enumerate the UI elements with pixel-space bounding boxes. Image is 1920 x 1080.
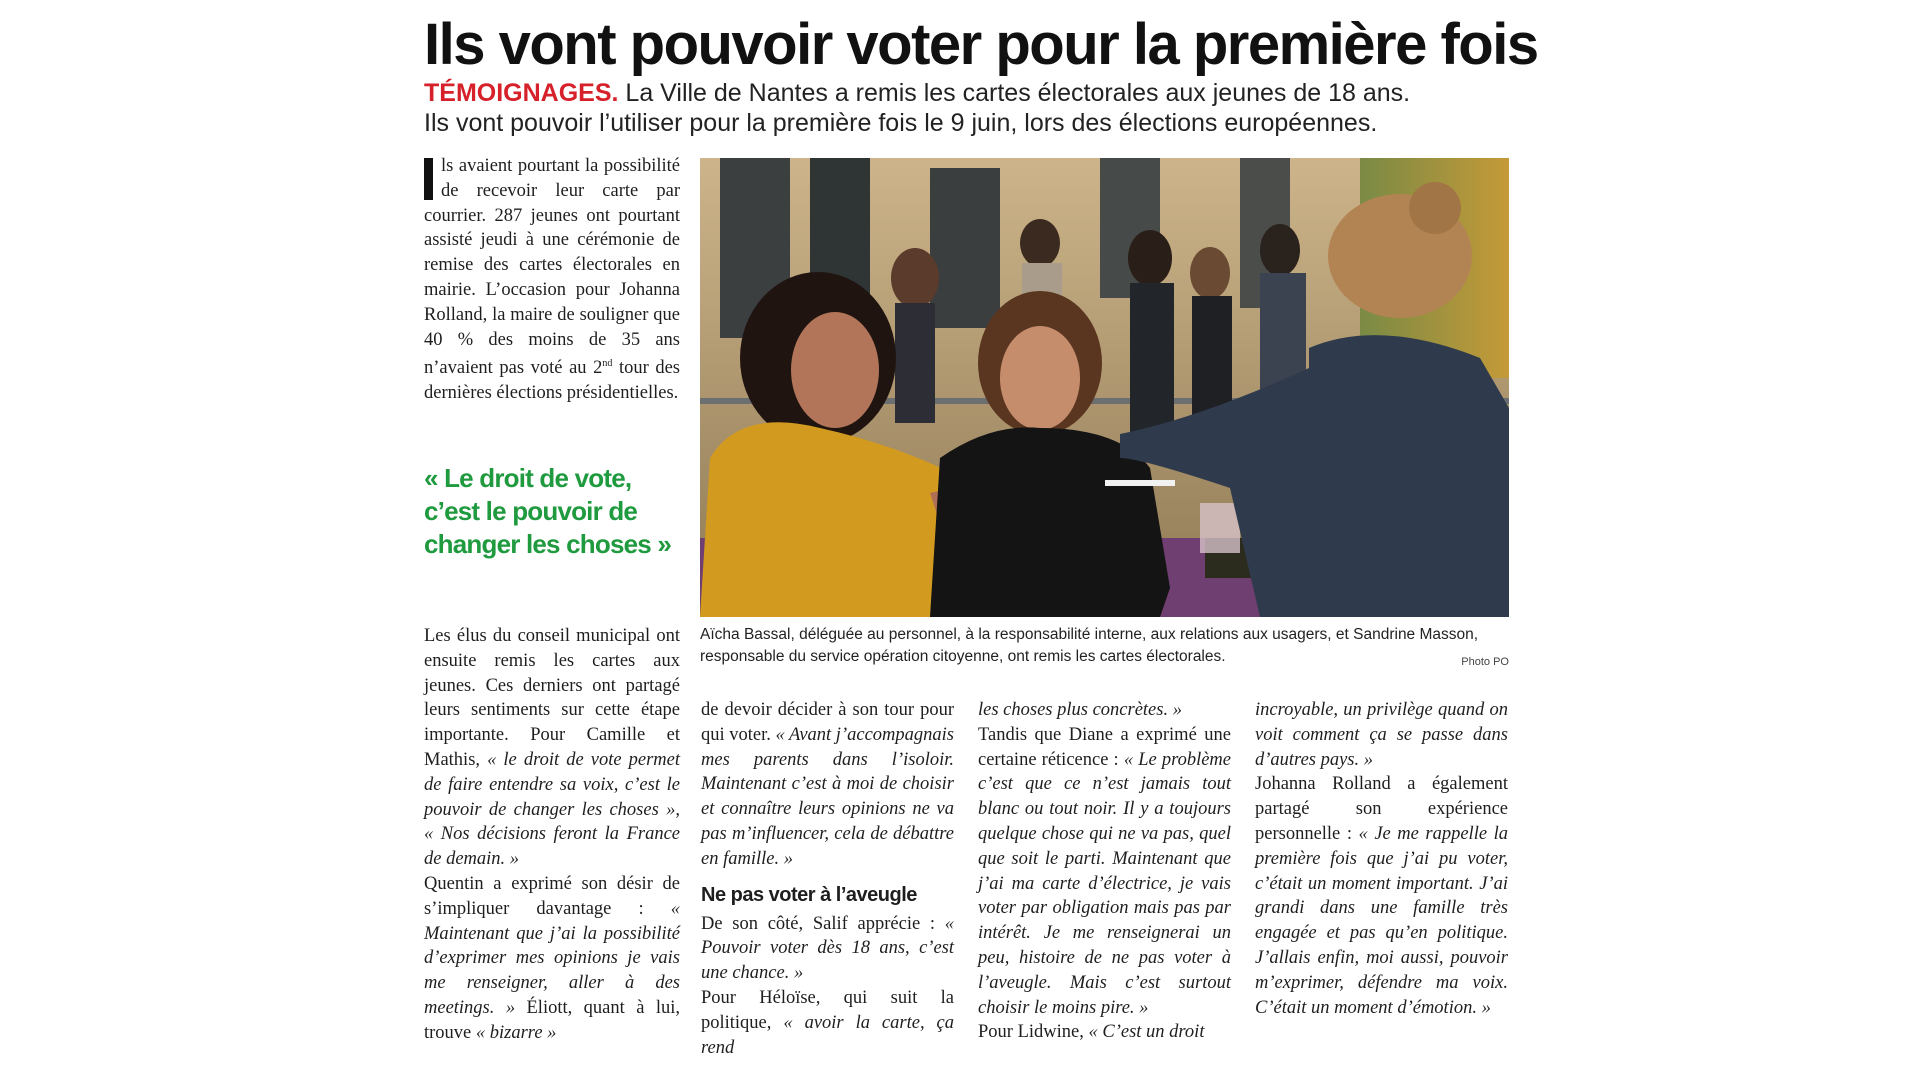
col1-quote-2: « Nos décisions feront la France de demain. » [424,824,680,870]
col4-quote-2: « Je me rappelle la première fois que j’ai pu voter, c’était un moment important. J’ai grandi dans une famille très engagée et pas qu’en politique. J’allais enfin, moi aussi, pouvoir m’exprimer, défendre ma voix. C’était un moment d’émotion. » [1255,823,1508,1018]
col3-quote-1: les choses plus concrètes. » [978,700,1182,720]
pull-quote: « Le droit de vote, c’est le pouvoir de changer les choses » [424,463,672,559]
photo-illustration [700,158,1509,617]
col4-text-1: Johanna Rolland a également partagé son expérience personnelle : [1255,774,1508,844]
lead-superscript: nd [602,358,613,370]
photo-credit: Photo PO [1461,656,1509,668]
col3-quote-3: « C’est un droit [1088,1022,1205,1043]
col1-quote-1: « le droit de vote permet de faire entendre sa voix, c’est le pouvoir de changer les choses » [424,749,680,820]
kicker: TÉMOIGNAGES. [424,79,619,107]
col4-quote-1: incroyable, un privilège quand on voit comment ça se passe dans d’autres pays. » [1255,700,1508,770]
lead-paragraph [424,154,680,406]
col3-quote-2: « Le problème c’est que ce n’est jamais tout blanc ou tout noir. Il y a toujours quelque chose qui ne va pas, quel que soit le parti. Maintenant que j’ai ma carte d’électrice, je vais voter par obligation mais pas par intérêt. Je me renseignerai un peu, histoire de ne pas voter à l’aveugle. Mais c’est surtout choisir le moins pire. » [978,749,1232,1018]
column-4 [1255,698,1508,1020]
standfirst-line-2: Ils vont pouvoir l’utiliser pour la première fois le 9 juin, lors des élections européennes. [424,109,1378,137]
col1-quote-4: « bizarre » [475,1022,557,1043]
col2-quote-3: « avoir la carte, ça rend [701,1012,954,1058]
lead-text: ls avaient pourtant la possibilité de recevoir leur carte par courrier. 287 jeunes ont pourtant assisté jeudi à une cérémonie de remise des cartes électorales en mairie. L’occasion pour Johanna Rolland, la maire de souligner que 40 % des moins de 35 ans n’avaient pas voté au 2 [424,156,680,379]
lead-text-end: tour des dernières élections présidentielles. [424,358,680,404]
col2-text-2: De son côté, Salif apprécie : [701,913,945,934]
col3-text-2: Pour Lidwine, [978,1022,1089,1043]
col2-text-1: de devoir décider à son tour pour qui voter. [701,700,954,745]
news-photo [700,158,1509,617]
col1-text-4: Éliott, quant à lui, trouve [424,997,681,1043]
standfirst-line-1: La Ville de Nantes a remis les cartes électorales aux jeunes de 18 ans. [618,79,1411,107]
column-1 [424,624,680,1046]
column-2 [701,698,954,1060]
col2-quote-1: « Avant j’accompagnais mes parents dans l’isoloir. Maintenant c’est à moi de choisir et connaître leurs opinions ne va pas m’influencer, cela de débattre en famille. » [701,724,954,869]
drop-cap-bar [424,158,433,200]
col1-quote-3: « Maintenant que j’ai la possibilité d’exprimer mes opinions je vais me renseigner, aller à des meetings. » [424,898,680,1018]
col2-quote-2: « Pouvoir voter dès 18 ans, c’est une chance. » [701,913,954,984]
col2-text-3: Pour Héloïse, qui suit la politique, [701,987,954,1033]
col1-text-1: Les élus du conseil municipal ont ensuite remis les cartes aux jeunes. Ces derniers ont partagé leurs sentiments sur cette étape importante. Pour Camille et Mathis, [424,626,680,770]
col3-text-1: Tandis que Diane a exprimé une certaine réticence : [978,724,1231,770]
headline: Ils vont pouvoir voter pour la première fois [424,12,1538,77]
photo-caption: Aïcha Bassal, déléguée au personnel, à la responsabilité interne, aux relations aux usagers, et Sandrine Masson, responsable du service opération citoyenne, ont remis les cartes électorales. [700,626,1479,665]
standfirst [424,78,1534,138]
column-3 [978,698,1231,1045]
col1-text-2: , [675,799,680,820]
subheading: Ne pas voter à l’aveugle [701,883,917,906]
col1-text-3: Quentin a exprimé son désir de s’impliquer davantage : [424,873,680,919]
